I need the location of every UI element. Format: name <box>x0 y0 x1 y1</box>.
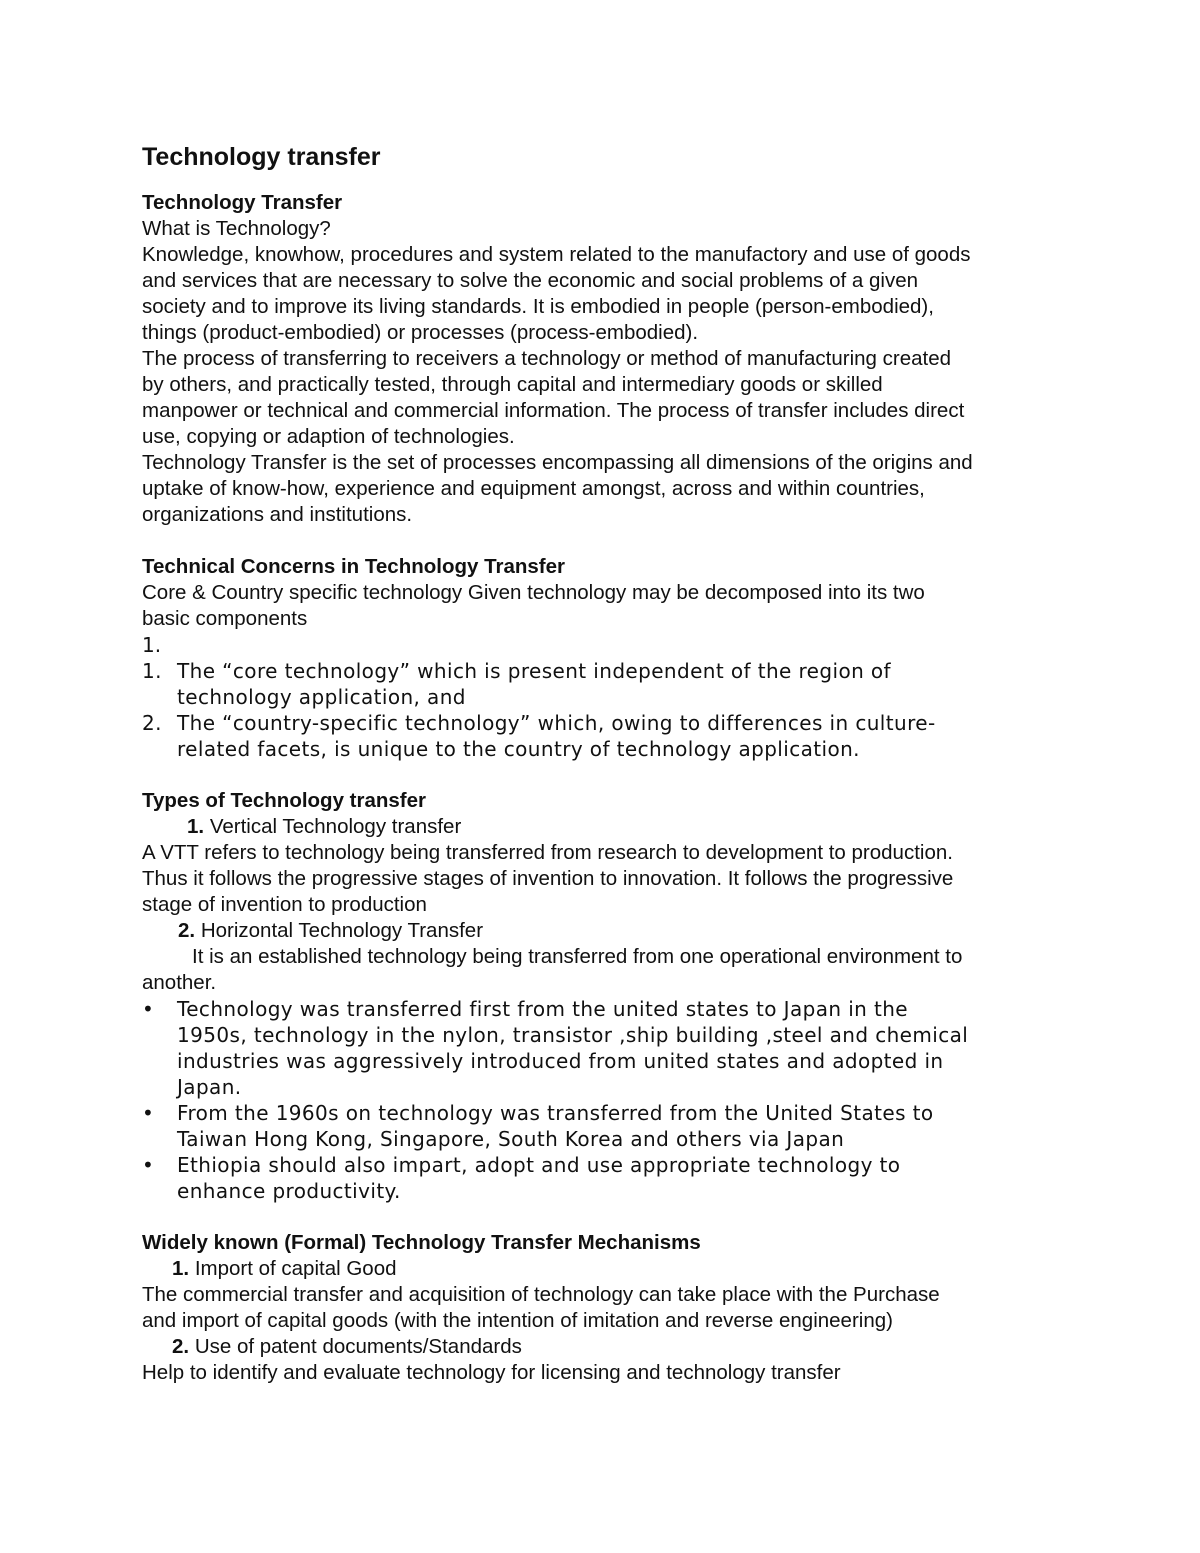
text-line: It is an established technology being transferred from one operational environment to <box>192 945 963 968</box>
text-line: Technology Transfer is the set of processes encompassing all dimensions of the origins and <box>142 451 973 474</box>
section-heading-types: Types of Technology transfer <box>142 789 427 812</box>
document-title: Technology transfer <box>142 143 381 171</box>
list-item <box>142 658 1072 710</box>
bullet-line: Technology was transferred first from the united states to Japan in the <box>177 997 909 1021</box>
subheading-label: Import of capital Good <box>194 1257 397 1280</box>
bullet-line: 1950s, technology in the nylon, transistor ,ship building ,steel and chemical <box>177 1023 969 1047</box>
text-line: Knowledge, knowhow, procedures and system related to the manufactory and use of goods <box>142 243 971 266</box>
subheading-number: 1. <box>172 1257 190 1280</box>
bullet-line: From the 1960s on technology was transferred from the United States to <box>177 1101 934 1125</box>
text-line: manpower or technical and commercial information. The process of transfer includes direct <box>142 399 965 422</box>
subheading-import-capital-good <box>142 1256 1072 1282</box>
subheading-horizontal-transfer <box>142 918 1072 944</box>
text-line: Help to identify and evaluate technology for licensing and technology transfer <box>142 1361 841 1384</box>
section-heading-technology-transfer: Technology Transfer <box>142 191 343 214</box>
bullet-item <box>142 996 1072 1100</box>
text-line: What is Technology? <box>142 217 331 240</box>
bullet-line: enhance productivity. <box>177 1179 401 1203</box>
list-number: 2. <box>142 711 162 735</box>
bullet-line: Japan. <box>177 1075 242 1099</box>
text-line: stage of invention to production <box>142 893 427 916</box>
text-line: uptake of know-how, experience and equipment amongst, across and within countries, <box>142 477 925 500</box>
subheading-vertical-transfer <box>142 814 1072 840</box>
bullet-icon: • <box>142 1153 155 1177</box>
subheading-number: 1. <box>187 815 205 838</box>
spacer <box>142 762 1072 788</box>
list-number: 1. <box>142 659 162 683</box>
subheading-number: 2. <box>178 919 196 942</box>
text-line: society and to improve its living standards. It is embodied in people (person-embodied), <box>142 295 934 318</box>
list-item-line: related facets, is unique to the country of technology application. <box>177 737 860 761</box>
text-line: Thus it follows the progressive stages of invention to innovation. It follows the progressive <box>142 867 954 890</box>
list-item-line: The “core technology” which is present independent of the region of <box>177 659 891 683</box>
document-page <box>142 140 1072 1386</box>
list-item-line: The “country-specific technology” which, owing to differences in culture- <box>177 711 936 735</box>
section-body-technology-transfer <box>142 216 1072 528</box>
list-item-line: technology application, and <box>177 685 466 709</box>
subheading-label: Vertical Technology transfer <box>209 815 462 838</box>
bullet-item <box>142 1100 1072 1152</box>
text-line: The process of transferring to receivers a technology or method of manufacturing created <box>142 347 952 370</box>
list-item <box>142 710 1072 762</box>
subheading-patent-documents <box>142 1334 1072 1360</box>
bullet-icon: • <box>142 997 155 1021</box>
text-line: A VTT refers to technology being transferred from research to development to production. <box>142 841 953 864</box>
section-heading-technical-concerns: Technical Concerns in Technology Transfer <box>142 555 566 578</box>
empty-list-number: 1. <box>142 633 162 657</box>
text-line: another. <box>142 971 217 994</box>
text-line: and services that are necessary to solve the economic and social problems of a given <box>142 269 918 292</box>
text-line: organizations and institutions. <box>142 503 413 526</box>
text-line: The commercial transfer and acquisition of technology can take place with the Purchase <box>142 1283 940 1306</box>
text-line: use, copying or adaption of technologies. <box>142 425 515 448</box>
bullet-item <box>142 1152 1072 1204</box>
bullet-list-transfer-examples <box>142 996 1072 1204</box>
bullet-icon: • <box>142 1101 155 1125</box>
bullet-line: Ethiopia should also impart, adopt and use appropriate technology to <box>177 1153 901 1177</box>
subheading-label: Horizontal Technology Transfer <box>200 919 484 942</box>
text-line: things (product-embodied) or processes (process-embodied). <box>142 321 699 344</box>
subheading-label: Use of patent documents/Standards <box>194 1335 522 1358</box>
numbered-list-components <box>142 658 1072 762</box>
bullet-line: Taiwan Hong Kong, Singapore, South Korea and others via Japan <box>177 1127 845 1151</box>
text-line: and import of capital goods (with the intention of imitation and reverse engineering) <box>142 1309 893 1332</box>
spacer <box>142 1204 1072 1230</box>
text-line: Core & Country specific technology Given technology may be decomposed into its two <box>142 581 925 604</box>
section-heading-mechanisms: Widely known (Formal) Technology Transfer Mechanisms <box>142 1231 701 1254</box>
text-line: by others, and practically tested, through capital and intermediary goods or skilled <box>142 373 883 396</box>
spacer <box>142 528 1072 554</box>
bullet-line: industries was aggressively introduced from united states and adopted in <box>177 1049 944 1073</box>
subheading-number: 2. <box>172 1335 190 1358</box>
text-line: basic components <box>142 607 308 630</box>
